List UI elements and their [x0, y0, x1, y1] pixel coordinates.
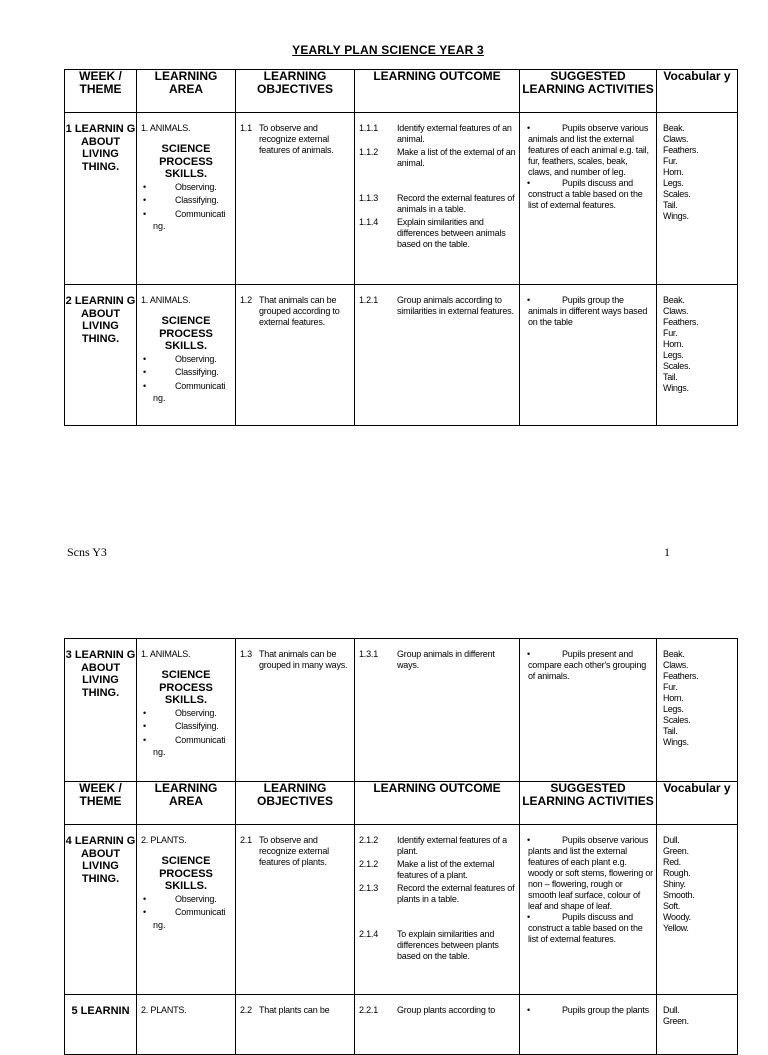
skills-list: [141, 707, 231, 748]
vocabulary-word: Wings.: [663, 383, 689, 393]
learning-area-label: 1. ANIMALS.: [141, 123, 191, 133]
activity-text: Pupils observe various animals and list the external features of each animal e.g. tail, fur, feathers, scales, beak, claws, and number of leg.: [528, 123, 649, 177]
vocabulary-word: Wings.: [663, 211, 689, 221]
vocabulary-word: Dull.: [663, 835, 680, 845]
vocabulary-word: Wings.: [663, 737, 689, 747]
outcome-number: 2.1.2: [359, 835, 379, 845]
learning-area-cell: [137, 113, 236, 285]
skill-continuation: ng.: [153, 919, 166, 930]
header-week: WEEK / THEME: [65, 782, 137, 825]
vocabulary-word: Green.: [663, 846, 689, 856]
outcome-number: 2.1.4: [359, 929, 379, 939]
skill-item: [141, 707, 231, 721]
learning-outcome-cell: [355, 285, 520, 426]
header-activities: SUGGESTED LEARNING ACTIVITIES: [520, 782, 657, 825]
activity-text: Pupils discuss and construct a table based on the list of external features.: [528, 178, 643, 210]
objective-item: [240, 649, 352, 671]
activity-item: [528, 912, 653, 945]
activity-text: Pupils discuss and construct a table based on the list of external features.: [528, 912, 643, 944]
learning-objective-cell: [236, 825, 355, 995]
skill-text: Observing.: [175, 707, 217, 718]
plan-table-2: [64, 638, 738, 1055]
header-vocab: Vocabular y: [657, 782, 738, 825]
learning-objective-cell: [236, 639, 355, 782]
vocabulary-word: Green.: [663, 1016, 689, 1026]
activity-item: [528, 649, 653, 682]
bullet-icon: •: [143, 907, 146, 917]
skill-text: Observing.: [175, 893, 217, 904]
skill-text: Classifying.: [175, 195, 219, 205]
outcome-text: Record the external features of plants in a table.: [397, 883, 515, 904]
skill-text: Communicati: [175, 208, 226, 219]
vocabulary-word: Fur.: [663, 682, 678, 692]
table-header-row: [65, 782, 738, 825]
skill-continuation: ng.: [153, 221, 166, 231]
skill-item: [141, 353, 231, 367]
objective-text: That animals can be grouped in many ways.: [259, 649, 348, 670]
learning-outcome-cell: [355, 825, 520, 995]
week-theme-cell: 5 LEARNIN: [65, 995, 137, 1055]
outcome-number: 1.2.1: [359, 295, 379, 305]
vocabulary-word: Scales.: [663, 715, 691, 725]
learning-area-label: 1. ANIMALS.: [141, 649, 191, 659]
vocabulary-word: Claws.: [663, 660, 689, 670]
table-row: [65, 995, 738, 1055]
header-vocab: Vocabular y: [657, 70, 738, 113]
vocabulary-word: Red.: [663, 857, 681, 867]
table-header-row: [65, 70, 738, 113]
science-process-skills-heading: SCIENCE PROCESS SKILLS.: [159, 315, 213, 352]
bullet-icon: •: [143, 181, 146, 192]
vocabulary-word: Soft.: [663, 901, 681, 911]
bullet-icon: •: [143, 208, 146, 219]
objective-number: 1.1: [240, 123, 252, 133]
skill-item: [141, 380, 231, 394]
week-theme-cell: 3 LEARNIN G ABOUT LIVING THING.: [65, 639, 137, 782]
activity-text: Pupils present and compare each other's grouping of animals.: [528, 649, 646, 681]
skill-item: [141, 893, 231, 907]
skill-text: Observing.: [175, 353, 217, 364]
learning-area-cell: [137, 825, 236, 995]
outcome-item: [359, 147, 517, 169]
bullet-icon: •: [527, 123, 530, 133]
outcome-text: To explain similarities and differences between plants based on the table.: [397, 929, 499, 961]
bullet-icon: •: [143, 893, 146, 904]
learning-area-cell: [137, 285, 236, 426]
outcome-text: Make a list of the external features of a plant.: [397, 859, 495, 880]
skill-text: Classifying.: [175, 367, 219, 377]
vocabulary-word: Woody.: [663, 912, 691, 922]
bullet-icon: •: [527, 649, 530, 659]
vocabulary-word: Fur.: [663, 328, 678, 338]
vocabulary-cell: [657, 639, 738, 782]
header-outcome: LEARNING OUTCOME: [355, 70, 520, 113]
vocabulary-word: Horn.: [663, 339, 684, 349]
vocabulary-word: Yellow.: [663, 923, 689, 933]
week-theme-cell: 4 LEARNIN G ABOUT LIVING THING.: [65, 825, 137, 995]
document-title: YEARLY PLAN SCIENCE YEAR 3: [292, 43, 484, 57]
learning-outcome-cell: [355, 995, 520, 1055]
science-process-skills-heading: SCIENCE PROCESS SKILLS.: [159, 669, 213, 706]
outcome-number: 1.1.3: [359, 193, 379, 203]
skill-text: Communicati: [175, 907, 226, 917]
outcome-number: 2.1.3: [359, 883, 379, 893]
vocabulary-word: Rough.: [663, 868, 691, 878]
bullet-icon: •: [527, 178, 530, 188]
vocabulary-cell: [657, 825, 738, 995]
header-area: LEARNING AREA: [137, 70, 236, 113]
vocabulary-word: Feathers.: [663, 671, 699, 681]
learning-area-label: 2. PLANTS.: [141, 1005, 187, 1015]
page-number: 1: [664, 545, 670, 559]
skill-item: [141, 366, 231, 380]
learning-objective-cell: [236, 113, 355, 285]
activity-text: Pupils observe various plants and list the external features of each plant e.g. woody or soft stems, flowering or non – flowering, rough or smooth leaf surface, colour of leaf and shape of leaf.: [528, 835, 653, 911]
suggested-activities-cell: [520, 825, 657, 995]
learning-objective-cell: [236, 285, 355, 426]
outcome-text: Record the external features of animals in a table.: [397, 193, 515, 214]
bullet-icon: •: [143, 734, 146, 745]
skill-continuation: ng.: [153, 747, 166, 757]
vocabulary-cell: [657, 995, 738, 1055]
suggested-activities-cell: [520, 113, 657, 285]
skill-item: [141, 181, 231, 195]
vocabulary-word: Tail.: [663, 200, 678, 210]
outcome-text: Group animals according to similarities in external features.: [397, 295, 514, 316]
activity-text: Pupils group the animals in different ways based on the table: [528, 295, 648, 327]
skills-list: [141, 353, 231, 394]
vocabulary-word: Beak.: [663, 649, 685, 659]
vocabulary-word: Horn.: [663, 167, 684, 177]
outcome-number: 1.1.4: [359, 217, 379, 227]
objective-item: [240, 1005, 352, 1016]
activity-item: [528, 123, 653, 178]
bullet-icon: •: [143, 195, 146, 205]
vocabulary-word: Dull.: [663, 1005, 680, 1015]
skill-item: [141, 906, 231, 920]
outcome-text: Explain similarities and differences between animals based on the table.: [397, 217, 506, 249]
outcome-number: 1.1.1: [359, 123, 379, 133]
vocabulary-word: Legs.: [663, 704, 684, 714]
suggested-activities-cell: [520, 285, 657, 426]
vocabulary-word: Horn.: [663, 693, 684, 703]
outcome-item: [359, 835, 517, 857]
activity-item: [528, 178, 653, 211]
bullet-icon: •: [527, 912, 530, 922]
table-row: [65, 113, 738, 285]
bullet-icon: •: [143, 367, 146, 377]
header-outcome: LEARNING OUTCOME: [355, 782, 520, 825]
activity-item: [528, 835, 653, 912]
outcome-item: [359, 649, 517, 671]
outcome-number: 1.1.2: [359, 147, 379, 157]
vocabulary-word: Legs.: [663, 350, 684, 360]
outcome-number: 2.1.2: [359, 859, 379, 869]
vocabulary-word: Beak.: [663, 295, 685, 305]
header-activities: SUGGESTED LEARNING ACTIVITIES: [520, 70, 657, 113]
skills-list: [141, 893, 231, 920]
activity-text: Pupils group the plants: [562, 1005, 649, 1015]
outcome-item: [359, 859, 517, 881]
objective-number: 1.2: [240, 295, 252, 305]
outcome-item: [359, 883, 517, 905]
vocabulary-word: Smooth.: [663, 890, 695, 900]
skill-item: [141, 734, 231, 748]
skill-text: Communicati: [175, 734, 226, 745]
vocabulary-word: Beak.: [663, 123, 685, 133]
suggested-activities-cell: [520, 639, 657, 782]
activity-item: [528, 1005, 653, 1016]
learning-area-label: 1. ANIMALS.: [141, 295, 191, 305]
learning-area-cell: [137, 995, 236, 1055]
bullet-icon: •: [143, 353, 146, 364]
table-row: [65, 639, 738, 782]
header-area: LEARNING AREA: [137, 782, 236, 825]
science-process-skills-heading: SCIENCE PROCESS SKILLS.: [159, 855, 213, 892]
week-theme-cell: 2 LEARNIN G ABOUT LIVING THING.: [65, 285, 137, 426]
outcome-item: [359, 929, 517, 962]
outcome-item: [359, 295, 517, 317]
outcome-item: [359, 193, 517, 215]
vocabulary-word: Scales.: [663, 189, 691, 199]
outcome-number: 2.2.1: [359, 1005, 379, 1015]
outcome-item: [359, 1005, 517, 1016]
outcome-text: Group animals in different ways.: [397, 649, 495, 670]
bullet-icon: •: [143, 707, 146, 718]
skill-item: [141, 194, 231, 208]
vocabulary-word: Claws.: [663, 306, 689, 316]
skill-text: Communicati: [175, 380, 226, 391]
skill-item: [141, 208, 231, 222]
vocabulary-word: Fur.: [663, 156, 678, 166]
objective-item: [240, 123, 352, 156]
learning-area-label: 2. PLANTS.: [141, 835, 187, 845]
vocabulary-word: Shiny.: [663, 879, 686, 889]
vocabulary-word: Claws.: [663, 134, 689, 144]
plan-table-1: [64, 69, 738, 426]
vocabulary-word: Tail.: [663, 372, 678, 382]
bullet-icon: •: [527, 295, 530, 305]
vocabulary-word: Tail.: [663, 726, 678, 736]
vocabulary-cell: [657, 113, 738, 285]
bullet-icon: •: [527, 1005, 530, 1015]
bullet-icon: •: [527, 835, 530, 845]
learning-area-cell: [137, 639, 236, 782]
header-objectives: LEARNING OBJECTIVES: [236, 782, 355, 825]
outcome-text: Identify external features of a plant.: [397, 835, 507, 856]
week-theme-cell: 1 LEARNIN G ABOUT LIVING THING.: [65, 113, 137, 285]
header-week: WEEK / THEME: [65, 70, 137, 113]
objective-text: To observe and recognize external features of animals.: [259, 123, 334, 155]
activity-item: [528, 295, 653, 328]
objective-text: That animals can be grouped according to external features.: [259, 295, 340, 327]
learning-outcome-cell: [355, 639, 520, 782]
learning-objective-cell: [236, 995, 355, 1055]
outcome-number: 1.3.1: [359, 649, 379, 659]
skill-text: Classifying.: [175, 721, 219, 731]
table-row: [65, 825, 738, 995]
header-objectives: LEARNING OBJECTIVES: [236, 70, 355, 113]
vocabulary-word: Feathers.: [663, 145, 699, 155]
objective-item: [240, 835, 352, 868]
skills-list: [141, 181, 231, 222]
vocabulary-word: Scales.: [663, 361, 691, 371]
science-process-skills-heading: SCIENCE PROCESS SKILLS.: [159, 143, 213, 180]
objective-number: 2.1: [240, 835, 252, 845]
skill-text: Observing.: [175, 181, 217, 192]
bullet-icon: •: [143, 380, 146, 391]
learning-outcome-cell: [355, 113, 520, 285]
outcome-item: [359, 123, 517, 145]
suggested-activities-cell: [520, 995, 657, 1055]
objective-text: To observe and recognize external features of plants.: [259, 835, 329, 867]
objective-text: That plants can be: [259, 1005, 330, 1015]
outcome-text: Identify external features of an animal.: [397, 123, 512, 144]
objective-number: 1.3: [240, 649, 252, 659]
table-row: [65, 285, 738, 426]
objective-item: [240, 295, 352, 328]
outcome-text: Make a list of the external of an animal.: [397, 147, 516, 168]
skill-continuation: ng.: [153, 393, 166, 403]
outcome-item: [359, 217, 517, 250]
skill-item: [141, 720, 231, 734]
vocabulary-word: Legs.: [663, 178, 684, 188]
outcome-text: Group plants according to: [397, 1005, 496, 1015]
bullet-icon: •: [143, 721, 146, 731]
objective-number: 2.2: [240, 1005, 252, 1015]
footer-label: Scns Y3: [67, 545, 107, 559]
vocabulary-word: Feathers.: [663, 317, 699, 327]
vocabulary-cell: [657, 285, 738, 426]
